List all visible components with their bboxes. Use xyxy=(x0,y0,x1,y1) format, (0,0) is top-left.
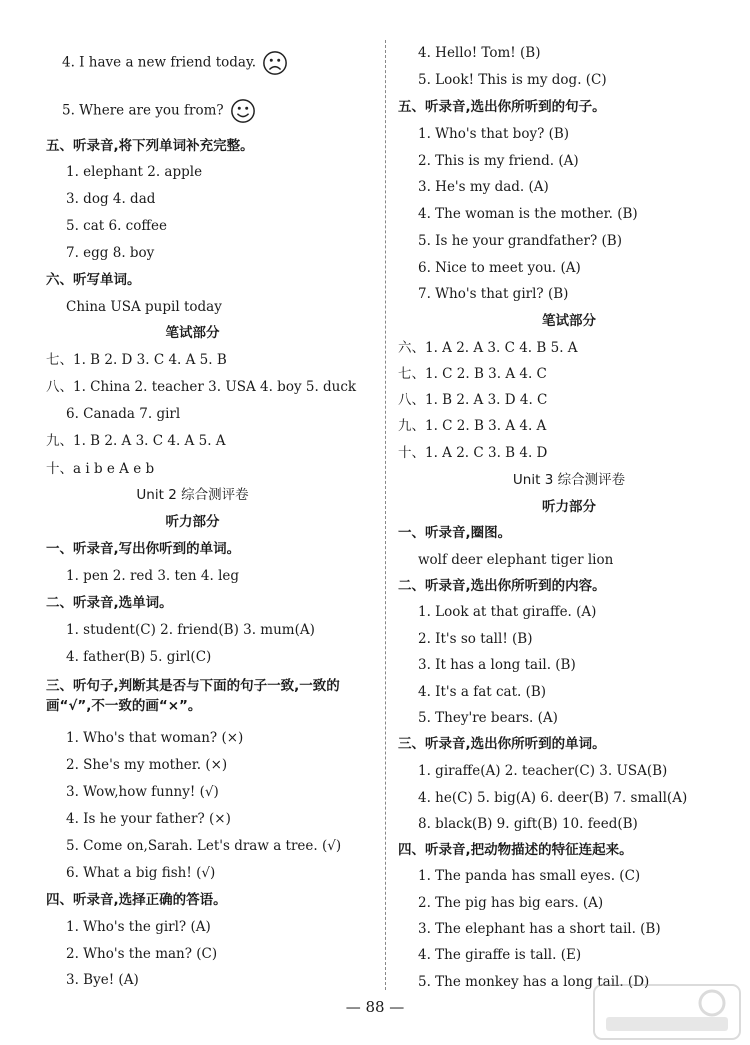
answer-line: 4. Is he your father? (×) xyxy=(66,811,231,827)
section-heading: 一、听录音,写出你听到的单词。 xyxy=(46,541,241,557)
answer-line: 3. Wow,how funny! (√) xyxy=(66,784,219,800)
section-heading: 一、听录音,圈图。 xyxy=(398,525,512,541)
answer-line: 5. Look! This is my dog. (C) xyxy=(418,72,607,88)
answer-line: 7. egg 8. boy xyxy=(66,245,155,261)
part-title: 笔试部分 xyxy=(542,313,596,329)
happy-face-icon xyxy=(230,98,256,124)
answer-line: 1. Look at that giraffe. (A) xyxy=(418,604,597,620)
section-heading: 二、听录音,选出你所听到的内容。 xyxy=(398,578,606,594)
sad-face-icon xyxy=(262,50,288,76)
unit-title: Unit 2 综合测评卷 xyxy=(136,487,249,503)
section-heading: 六、听写单词。 xyxy=(46,272,141,288)
answer-line: 九、1. B 2. A 3. C 4. A 5. A xyxy=(46,433,226,449)
unit-title: Unit 3 综合测评卷 xyxy=(512,472,626,488)
answer-line: 3. dog 4. dad xyxy=(66,191,156,207)
answer-line: 4. I have a new friend today. xyxy=(62,50,288,76)
answer-line: 4. The woman is the mother. (B) xyxy=(418,206,638,222)
answer-line: 1. elephant 2. apple xyxy=(66,164,203,180)
answer-line: 3. The elephant has a short tail. (B) xyxy=(418,921,661,937)
answer-line: 1. Who's that boy? (B) xyxy=(418,126,570,142)
section-heading: 三、听句子,判断其是否与下面的句子一致,一致的画“√”,不一致的画“×”。 xyxy=(46,678,340,714)
answer-line: 八、1. China 2. teacher 3. USA 4. boy 5. duck xyxy=(46,379,357,395)
answer-line: 5. Where are you from? xyxy=(62,98,256,124)
answer-line: 1. student(C) 2. friend(B) 3. mum(A) xyxy=(66,622,315,638)
answer-line: 1. pen 2. red 3. ten 4. leg xyxy=(66,568,240,584)
answer-line: 七、1. B 2. D 3. C 4. A 5. B xyxy=(46,352,227,368)
answer-line: 3. Bye! (A) xyxy=(66,972,139,988)
answer-line: 2. She's my mother. (×) xyxy=(66,757,228,773)
part-title: 笔试部分 xyxy=(165,325,220,341)
answer-line: China USA pupil today xyxy=(66,299,222,315)
answer-line: 七、1. C 2. B 3. A 4. C xyxy=(398,366,547,382)
watermark-logo xyxy=(592,983,742,1041)
page-number: — 88 — xyxy=(345,998,405,1016)
answer-line: 3. He's my dad. (A) xyxy=(418,179,549,195)
section-heading: 五、听录音,将下列单词补充完整。 xyxy=(46,138,254,154)
part-title: 听力部分 xyxy=(165,514,220,530)
section-heading: 三、听录音,选出你所听到的单词。 xyxy=(398,736,606,752)
answer-line: 5. Come on,Sarah. Let's draw a tree. (√) xyxy=(66,838,342,854)
section-heading: 四、听录音,选择正确的答语。 xyxy=(46,892,227,908)
answer-line: 5. The monkey has a long tail. (D) xyxy=(418,974,650,990)
answer-line: 1. giraffe(A) 2. teacher(C) 3. USA(B) xyxy=(418,763,668,779)
answer-line: 2. This is my friend. (A) xyxy=(418,153,579,169)
answer-line: 4. The giraffe is tall. (E) xyxy=(418,947,582,963)
answer-line: 2. It's so tall! (B) xyxy=(418,631,533,647)
answer-line: 5. They're bears. (A) xyxy=(418,710,558,726)
section-heading: 四、听录音,把动物描述的特征连起来。 xyxy=(398,842,633,858)
answer-line: 1. Who's the girl? (A) xyxy=(66,919,211,935)
answer-line: 十、a i b e A e b xyxy=(46,461,155,477)
answer-line: 4. Hello! Tom! (B) xyxy=(418,45,541,61)
answer-line: 4. he(C) 5. big(A) 6. deer(B) 7. small(A) xyxy=(418,790,688,806)
section-heading: 二、听录音,选单词。 xyxy=(46,595,173,611)
answer-line: 6. What a big fish! (√) xyxy=(66,865,216,881)
answer-line: 3. It has a long tail. (B) xyxy=(418,657,576,673)
answer-line: 2. Who's the man? (C) xyxy=(66,946,218,962)
answer-line: 十、1. A 2. C 3. B 4. D xyxy=(398,445,548,461)
answer-line: 1. Who's that woman? (×) xyxy=(66,730,244,746)
answer-line: 八、1. B 2. A 3. D 4. C xyxy=(398,392,548,408)
part-title: 听力部分 xyxy=(542,499,596,515)
answer-line: 5. Is he your grandfather? (B) xyxy=(418,233,622,249)
answer-line: 六、1. A 2. A 3. C 4. B 5. A xyxy=(398,340,578,356)
answer-line: 2. The pig has big ears. (A) xyxy=(418,895,604,911)
answer-line: 4. father(B) 5. girl(C) xyxy=(66,649,212,665)
answer-line: 4. It's a fat cat. (B) xyxy=(418,684,547,700)
answer-line: 7. Who's that girl? (B) xyxy=(418,286,569,302)
answer-line: 8. black(B) 9. gift(B) 10. feed(B) xyxy=(418,816,638,832)
answer-line: 6. Nice to meet you. (A) xyxy=(418,260,581,276)
answer-line: 6. Canada 7. girl xyxy=(66,406,181,422)
column-divider xyxy=(385,40,386,990)
section-heading: 五、听录音,选出你所听到的句子。 xyxy=(398,99,606,115)
answer-line: 5. cat 6. coffee xyxy=(66,218,167,234)
answer-line: wolf deer elephant tiger lion xyxy=(418,552,614,568)
answer-line: 1. The panda has small eyes. (C) xyxy=(418,868,641,884)
answer-line: 九、1. C 2. B 3. A 4. A xyxy=(398,418,547,434)
